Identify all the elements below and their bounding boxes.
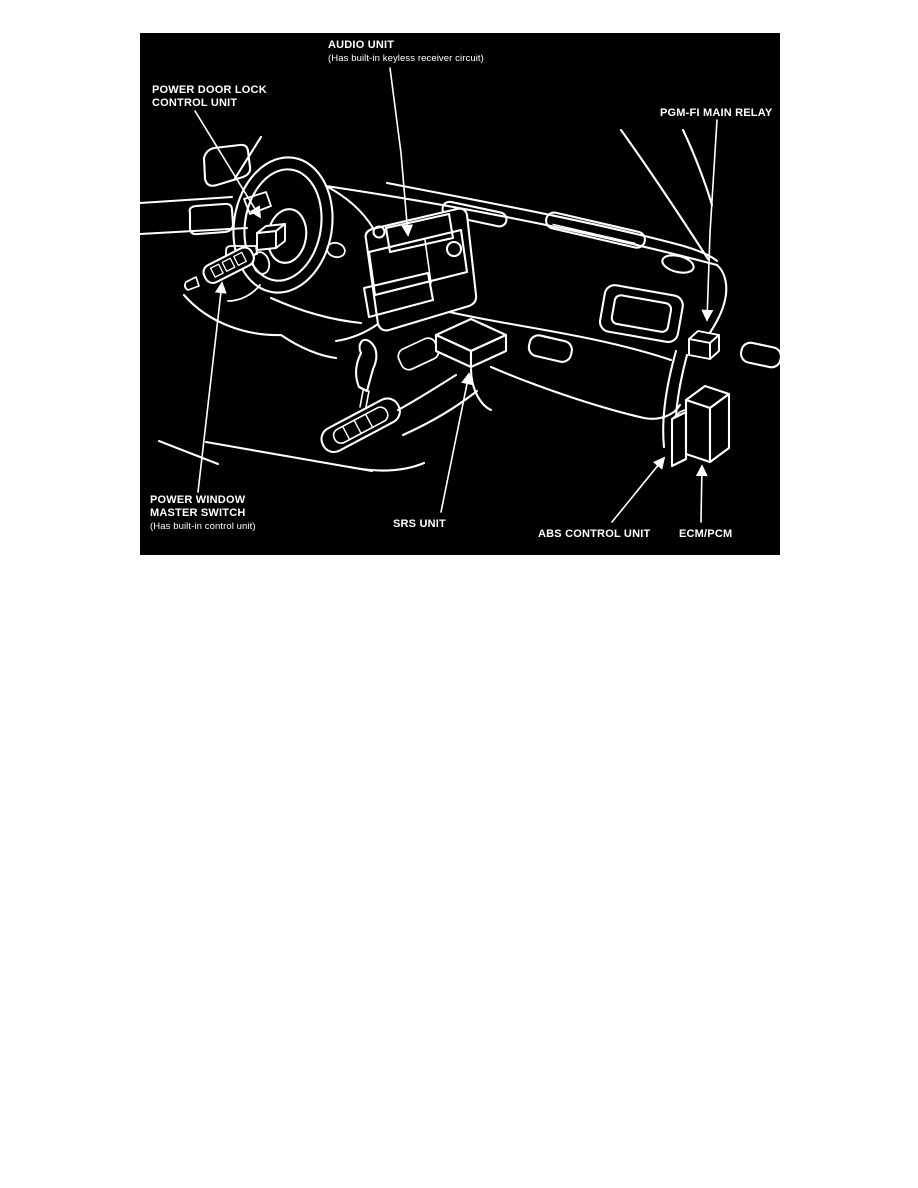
component-location-diagram	[140, 33, 780, 555]
audio-unit-drawing	[336, 209, 476, 341]
ecm-pcm-leader-line	[701, 466, 702, 522]
pgm-fi-relay-box-drawing	[689, 331, 719, 359]
power-window-switch-drawing	[185, 245, 257, 290]
pgm-fi-main-relay-label: PGM-FI MAIN RELAY	[660, 107, 773, 119]
glove-box-drawing	[598, 284, 684, 344]
power-door-lock-unit-drawing	[257, 224, 285, 250]
srs-unit-leader-line	[441, 374, 469, 512]
ecm-pcm-box-drawing	[672, 386, 729, 466]
power-window-master-switch-label: POWER WINDOW MASTER SWITCH (Has built-in control unit)	[150, 494, 256, 532]
shift-knob-drawing	[356, 340, 376, 391]
srs-unit-box-drawing	[436, 319, 506, 367]
abs-control-unit-leader-line	[612, 458, 664, 522]
audio-unit-title: AUDIO UNIT	[328, 39, 395, 51]
audio-unit-label	[328, 39, 484, 65]
audio-unit-leader-line	[390, 68, 408, 235]
abs-control-unit-label: ABS CONTROL UNIT	[538, 528, 651, 540]
audio-unit-note: (Has built-in keyless receiver circuit)	[328, 53, 484, 64]
pgm-fi-relay-leader-line	[707, 120, 717, 320]
dash-pocket-drawing	[527, 334, 574, 364]
ecm-pcm-label: ECM/PCM	[679, 528, 733, 540]
a-pillar-drawing	[621, 130, 712, 259]
power-door-lock-label: POWER DOOR LOCK CONTROL UNIT	[152, 84, 267, 109]
srs-unit-label: SRS UNIT	[393, 518, 446, 530]
abs-control-unit-box-drawing	[672, 412, 686, 466]
